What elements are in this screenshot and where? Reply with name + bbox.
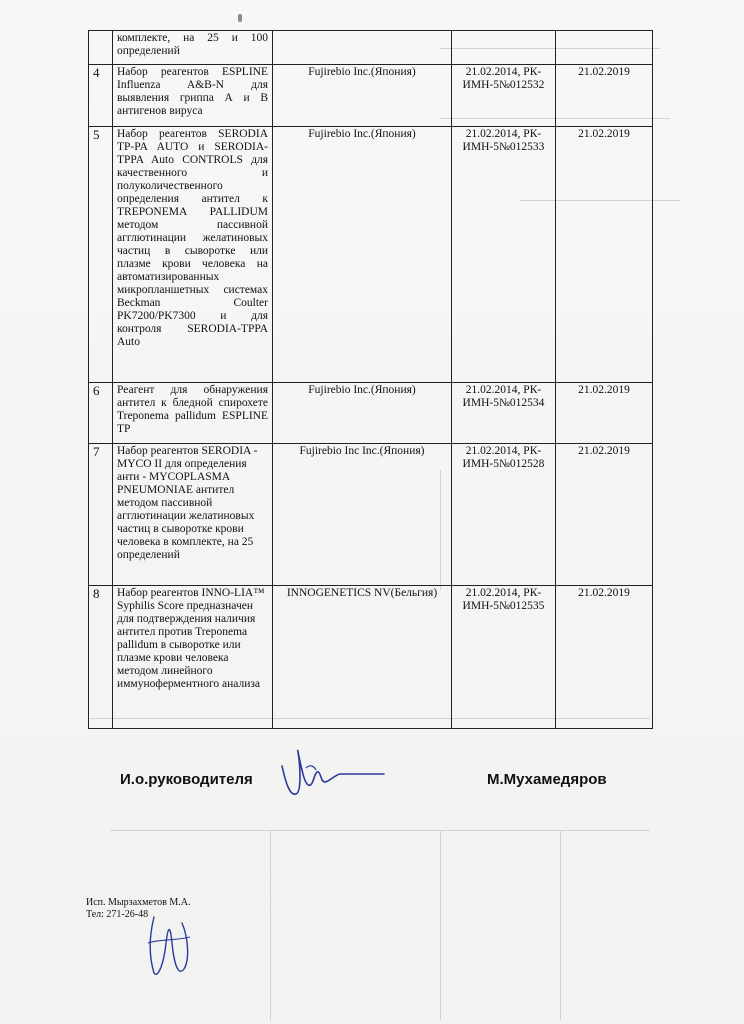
executor-name: Исп. Мырзахметов М.А. (86, 897, 191, 908)
manufacturer: Fujirebio Inc.(Япония) (273, 127, 452, 383)
manufacturer: Fujirebio Inc Inc.(Япония) (273, 444, 452, 586)
expiry-date: 21.02.2019 (556, 127, 653, 383)
manufacturer: INNOGENETICS NV(Бельгия) (273, 586, 452, 729)
product-name: Реагент для обнаружения антител к бледной спирохете Treponema pallidum ESPLINE TP (113, 383, 273, 444)
row-number: 6 (89, 383, 113, 444)
row-number: 5 (89, 127, 113, 383)
row-number (89, 31, 113, 65)
punch-mark (238, 14, 242, 22)
expiry-date: 21.02.2019 (556, 65, 653, 127)
product-name: Набор реагентов SERODIA TP-PA AUTO и SERODIA-TPPA Auto CONTROLS для качественного и полуколичественного определения антител к TREPONEMA PALLIDUM методом пассивной агглютинации желатиновых частиц в сыворотке или плазме крови человека на автоматизированных микропланшетных системах Beckman Coulter PK7200/PK7300 и для контроля SERODIA-TPPA Auto (113, 127, 273, 383)
row-number: 4 (89, 65, 113, 127)
table-row (89, 444, 653, 586)
product-name: Набор реагентов ESPLINE Influenza A&B-N для выявления гриппа А и В антигенов вируса (113, 65, 273, 127)
registration-number: 21.02.2014, РК-ИМН-5№012534 (452, 383, 556, 444)
table-row (89, 383, 653, 444)
product-name: Набор реагентов INNO-LIA™ Syphilis Score предназначен для подтверждения наличия антител против Treponema pallidum в сыворотке или плазме крови человека методом линейного иммуноферментного анализа (113, 586, 273, 729)
expiry-date: 21.02.2019 (556, 444, 653, 586)
registration-number: 21.02.2014, РК-ИМН-5№012528 (452, 444, 556, 586)
registration-number: 21.02.2014, РК-ИМН-5№012535 (452, 586, 556, 729)
product-name: комплекте, на 25 и 100 определений (113, 31, 273, 65)
product-name: Набор реагентов SERODIA - MYCO II для определения анти - MYCOPLASMA PNEUMONIAE антител методом пассивной агглютинации желатиновых частиц в сыворотке крови человека в комплекте, на 25 определений (113, 444, 273, 586)
registration-number: 21.02.2014, РК-ИМН-5№012533 (452, 127, 556, 383)
manufacturer: Fujirebio Inc.(Япония) (273, 383, 452, 444)
row-number: 7 (89, 444, 113, 586)
signatory-title: И.о.руководителя (120, 771, 253, 788)
table-row (89, 65, 653, 127)
registration-number: 21.02.2014, РК-ИМН-5№012532 (452, 65, 556, 127)
row-number: 8 (89, 586, 113, 729)
manufacturer (273, 31, 452, 65)
table-row (89, 586, 653, 729)
handwritten-initial (144, 913, 194, 983)
expiry-date: 21.02.2019 (556, 586, 653, 729)
manufacturer: Fujirebio Inc.(Япония) (273, 65, 452, 127)
handwritten-signature (276, 744, 386, 804)
expiry-date: 21.02.2019 (556, 383, 653, 444)
table-row (89, 127, 653, 383)
table-row (89, 31, 653, 65)
expiry-date (556, 31, 653, 65)
registration-number (452, 31, 556, 65)
executor-phone: Тел: 271-26-48 (86, 909, 149, 920)
signatory-name: М.Мухамедяров (487, 771, 607, 788)
registry-table (88, 30, 653, 729)
